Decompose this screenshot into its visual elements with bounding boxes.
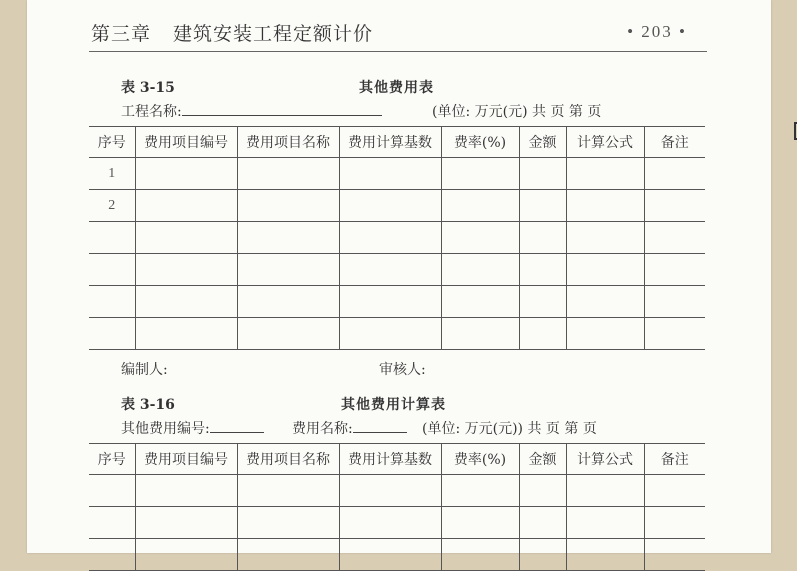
column-header: 费用计算基数 bbox=[339, 444, 441, 475]
column-header: 序号 bbox=[89, 444, 135, 475]
table-cell bbox=[89, 222, 135, 254]
table-row bbox=[89, 507, 705, 539]
table-cell bbox=[441, 475, 519, 507]
table-cell bbox=[519, 507, 566, 539]
table-cell bbox=[566, 318, 644, 350]
table-cell bbox=[644, 190, 705, 222]
table-cell bbox=[237, 222, 339, 254]
table-cell bbox=[135, 539, 237, 571]
document-page bbox=[27, 0, 771, 553]
table-cell bbox=[237, 286, 339, 318]
table-cell: 2 bbox=[89, 190, 135, 222]
table2-label: 表 3-16 bbox=[121, 397, 175, 413]
table-cell bbox=[441, 286, 519, 318]
table-cell bbox=[566, 190, 644, 222]
table-cell bbox=[441, 222, 519, 254]
fee-code-blank[interactable] bbox=[210, 420, 264, 433]
fee-name-label: 费用名称: bbox=[292, 421, 353, 437]
table-cell bbox=[519, 222, 566, 254]
column-header: 备注 bbox=[644, 127, 705, 158]
table-cell bbox=[441, 318, 519, 350]
table-cell bbox=[644, 254, 705, 286]
table-header-row bbox=[89, 127, 705, 158]
table-cell bbox=[237, 475, 339, 507]
column-header: 费率(%) bbox=[441, 127, 519, 158]
column-header: 费用计算基数 bbox=[339, 127, 441, 158]
table-cell bbox=[339, 318, 441, 350]
table-cell bbox=[339, 539, 441, 571]
project-name-blank[interactable] bbox=[182, 103, 382, 116]
other-fees-table bbox=[89, 126, 705, 350]
table-cell bbox=[237, 254, 339, 286]
table-cell bbox=[566, 539, 644, 571]
table-row bbox=[89, 539, 705, 571]
table-cell bbox=[566, 475, 644, 507]
prepared-by-label: 编制人: bbox=[121, 362, 168, 378]
table-cell bbox=[566, 222, 644, 254]
other-fees-calculation-table bbox=[89, 443, 705, 571]
table1-unit-text: (单位: 万元(元) 共 页 第 页 bbox=[432, 104, 602, 120]
table-cell bbox=[519, 286, 566, 318]
page-number: • 203 • bbox=[627, 22, 687, 41]
table-cell bbox=[237, 507, 339, 539]
table-cell bbox=[441, 539, 519, 571]
table1-label: 表 3-15 bbox=[121, 80, 175, 96]
table-cell bbox=[135, 507, 237, 539]
table-cell bbox=[135, 475, 237, 507]
column-header: 金额 bbox=[519, 127, 566, 158]
table-row bbox=[89, 222, 705, 254]
header-divider bbox=[89, 51, 707, 52]
table-cell bbox=[89, 318, 135, 350]
table-cell bbox=[566, 507, 644, 539]
table-row bbox=[89, 286, 705, 318]
chapter-title: 建筑安装工程定额计价 bbox=[173, 23, 374, 45]
column-header: 计算公式 bbox=[566, 444, 644, 475]
table-cell bbox=[135, 286, 237, 318]
table-cell bbox=[89, 507, 135, 539]
table-cell bbox=[441, 158, 519, 190]
column-header: 费用项目编号 bbox=[135, 444, 237, 475]
fee-code-label: 其他费用编号: bbox=[121, 421, 210, 437]
table-cell bbox=[441, 254, 519, 286]
table-cell bbox=[237, 539, 339, 571]
table-cell bbox=[519, 254, 566, 286]
column-header: 费用项目名称 bbox=[237, 444, 339, 475]
table-cell bbox=[644, 507, 705, 539]
table-cell bbox=[135, 254, 237, 286]
table-row bbox=[89, 190, 705, 222]
table-cell bbox=[135, 222, 237, 254]
table-cell bbox=[644, 318, 705, 350]
table-cell bbox=[339, 222, 441, 254]
table-row bbox=[89, 254, 705, 286]
table-cell bbox=[135, 190, 237, 222]
table-cell bbox=[339, 507, 441, 539]
table-row bbox=[89, 318, 705, 350]
table-cell bbox=[89, 254, 135, 286]
table-cell bbox=[644, 539, 705, 571]
fee-code-line bbox=[121, 418, 264, 438]
table-cell: 1 bbox=[89, 158, 135, 190]
table-cell bbox=[519, 318, 566, 350]
table-cell bbox=[441, 507, 519, 539]
table2-unit-text: (单位: 万元(元)) 共 页 第 页 bbox=[422, 421, 597, 437]
table-cell bbox=[339, 158, 441, 190]
table-cell bbox=[519, 475, 566, 507]
project-name-label: 工程名称: bbox=[121, 104, 182, 120]
table-header-row bbox=[89, 444, 705, 475]
table-cell bbox=[135, 318, 237, 350]
table2-title: 其他费用计算表 bbox=[341, 397, 446, 413]
table-row bbox=[89, 158, 705, 190]
table-cell bbox=[566, 254, 644, 286]
table-cell bbox=[89, 475, 135, 507]
table-cell bbox=[237, 190, 339, 222]
table-cell bbox=[519, 190, 566, 222]
column-header: 计算公式 bbox=[566, 127, 644, 158]
table-cell bbox=[89, 286, 135, 318]
table-cell bbox=[644, 222, 705, 254]
table-cell bbox=[441, 190, 519, 222]
table-cell bbox=[644, 286, 705, 318]
table-cell bbox=[89, 539, 135, 571]
reviewed-by-label: 审核人: bbox=[379, 362, 426, 378]
table-cell bbox=[566, 286, 644, 318]
table1-title: 其他费用表 bbox=[359, 80, 434, 96]
column-header: 金额 bbox=[519, 444, 566, 475]
chapter-header bbox=[91, 19, 373, 46]
table-cell bbox=[135, 158, 237, 190]
table-cell bbox=[339, 286, 441, 318]
table-cell bbox=[237, 318, 339, 350]
project-name-line bbox=[121, 101, 382, 121]
column-header: 备注 bbox=[644, 444, 705, 475]
table-cell bbox=[644, 158, 705, 190]
column-header: 费率(%) bbox=[441, 444, 519, 475]
column-header: 序号 bbox=[89, 127, 135, 158]
table-cell bbox=[237, 158, 339, 190]
table-cell bbox=[644, 475, 705, 507]
column-header: 费用项目编号 bbox=[135, 127, 237, 158]
fee-name-blank[interactable] bbox=[353, 420, 407, 433]
fee-name-line bbox=[292, 418, 407, 438]
table-row bbox=[89, 475, 705, 507]
chapter-number: 第三章 bbox=[91, 23, 152, 45]
table-cell bbox=[566, 158, 644, 190]
table-cell bbox=[519, 158, 566, 190]
table-cell bbox=[339, 190, 441, 222]
table-cell bbox=[339, 475, 441, 507]
table-cell bbox=[519, 539, 566, 571]
column-header: 费用项目名称 bbox=[237, 127, 339, 158]
table-cell bbox=[339, 254, 441, 286]
